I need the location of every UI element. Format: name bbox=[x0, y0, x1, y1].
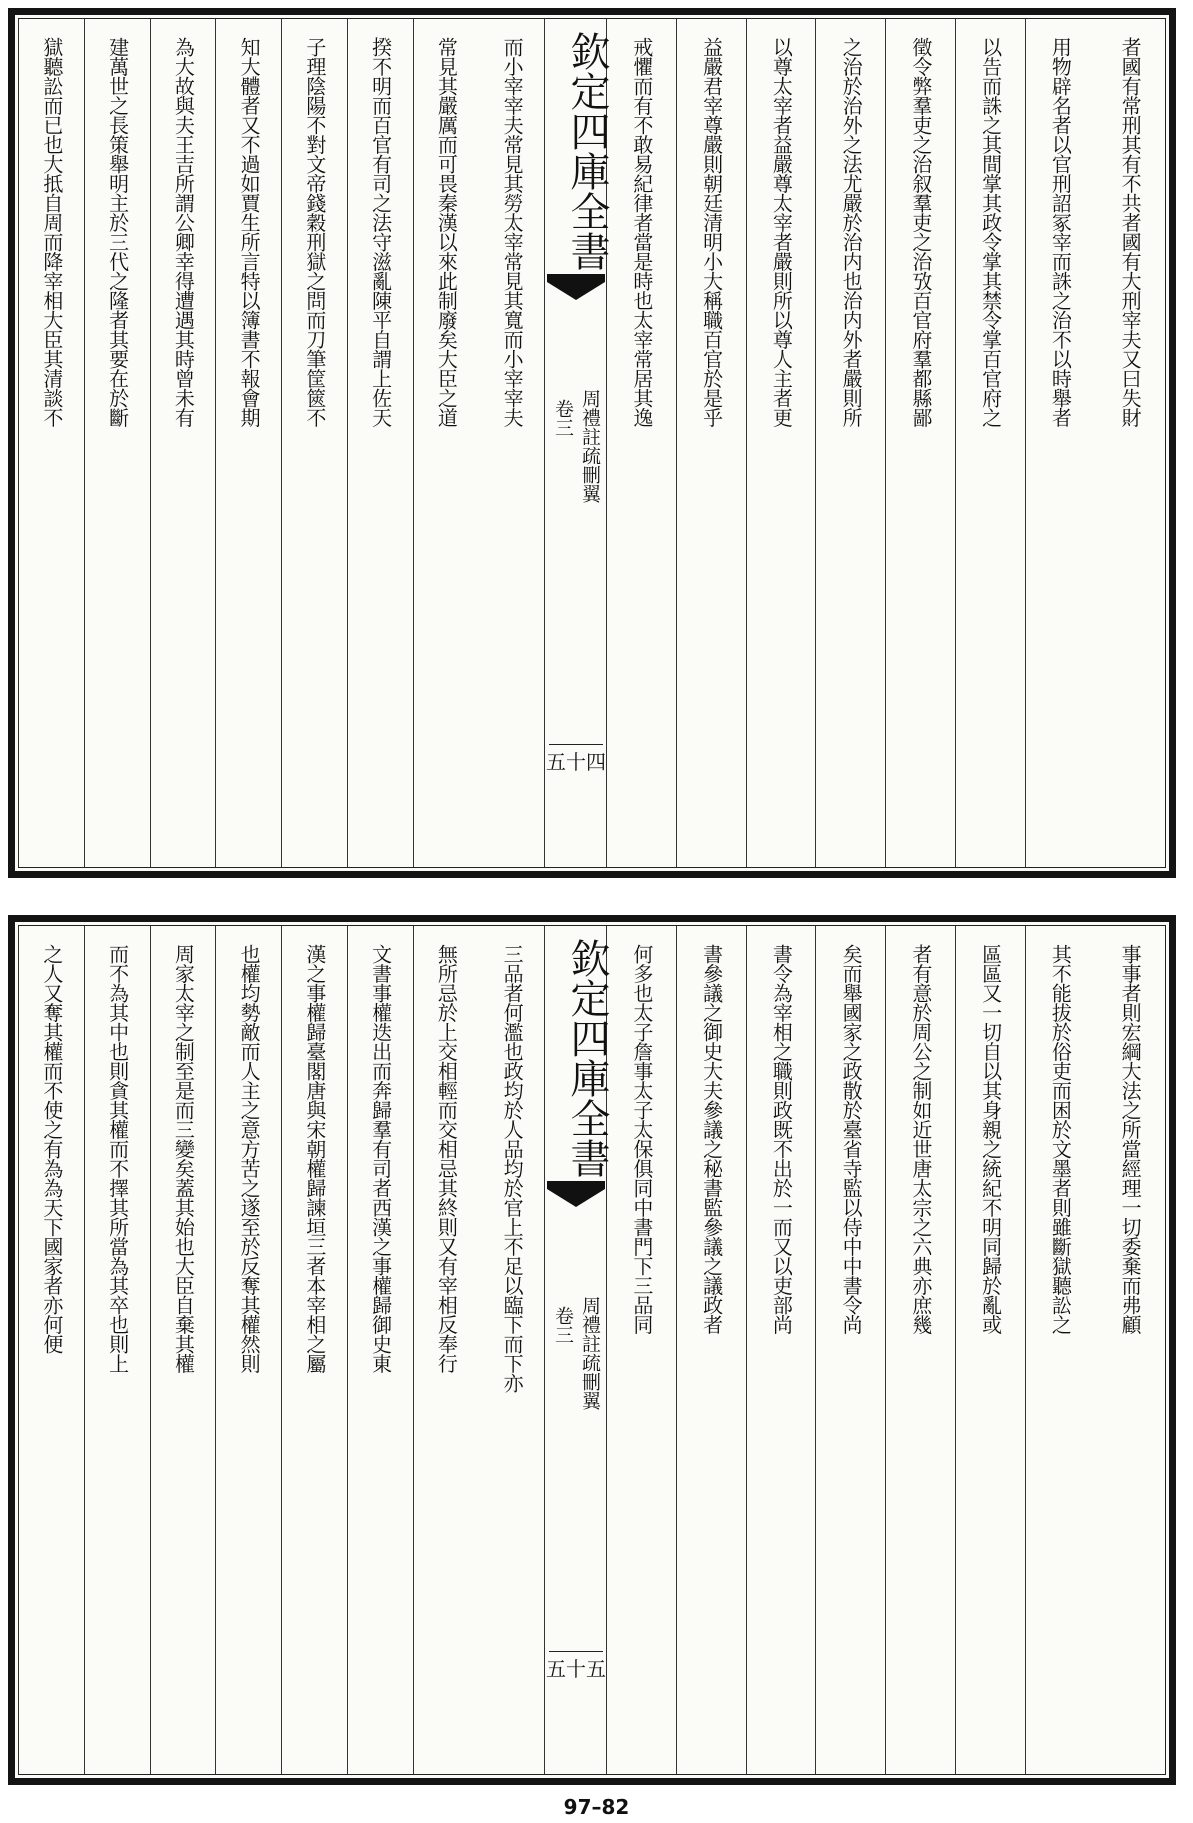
top-left-column bbox=[347, 19, 414, 867]
top-header-title: 欽定四庫全書 bbox=[564, 31, 610, 271]
top-left-column bbox=[215, 19, 282, 867]
bottom-left-column bbox=[150, 926, 217, 1774]
bottom-page-frame bbox=[18, 925, 1166, 1775]
top-left-column bbox=[413, 19, 480, 867]
bottom-left-column-text: 也權均勢敵而人主之意方苦之遂至於反奪其權然則 bbox=[237, 944, 262, 1373]
bottom-left-column-text: 三品者何濫也政均於人品均於官上不足以臨下而下亦 bbox=[500, 944, 525, 1393]
top-volume: 卷三 bbox=[552, 399, 574, 437]
bottom-left-column-text: 漢之事權歸臺閣唐與宋朝權歸諫垣三者本宰相之屬 bbox=[302, 944, 327, 1373]
top-right-column bbox=[746, 19, 817, 867]
top-left-column-text: 為大故與夫王吉所謂公卿幸得遭遇其時曾未有 bbox=[171, 37, 196, 427]
bottom-right-column bbox=[606, 926, 677, 1774]
bottom-left-columns bbox=[19, 926, 545, 1774]
bottom-left-column bbox=[413, 926, 480, 1774]
bottom-left-column bbox=[18, 926, 85, 1774]
bottom-page bbox=[8, 915, 1176, 1785]
top-right-column-text: 者國有常刑其有不共者國有大刑宰夫又曰失財 bbox=[1118, 37, 1143, 427]
top-left-column-text: 常見其嚴厲而可畏秦漢以來此制廢矣大臣之道 bbox=[434, 37, 459, 427]
top-page bbox=[8, 8, 1176, 878]
bottom-right-column bbox=[676, 926, 747, 1774]
top-left-columns bbox=[19, 19, 545, 867]
bottom-right-column-text: 其不能拔於俗吏而困於文墨者則雖斷獄聽訟之 bbox=[1048, 944, 1073, 1334]
top-right-column bbox=[606, 19, 677, 867]
bottom-fold-rule bbox=[549, 1651, 603, 1653]
bottom-right-column-text: 事事者則宏綱大法之所當經理一切委棄而弗顧 bbox=[1118, 944, 1143, 1334]
top-fold-column bbox=[544, 19, 610, 867]
top-left-column bbox=[150, 19, 217, 867]
top-page-frame bbox=[18, 18, 1166, 868]
footer-page-label: 97–82 bbox=[563, 1795, 630, 1819]
bottom-left-column bbox=[479, 926, 545, 1774]
top-left-column-text: 獄聽訟而已也大抵自周而降宰相大臣其清談不 bbox=[39, 37, 64, 427]
top-page-number: 五十四 bbox=[546, 750, 606, 774]
top-book-title: 周禮註疏刪翼 bbox=[579, 389, 601, 503]
bottom-right-column-text: 者有意於周公之制如近世唐太宗之六典亦庶幾 bbox=[908, 944, 933, 1334]
top-left-column-text: 知大體者又不過如賈生所言特以簿書不報會期 bbox=[237, 37, 262, 427]
top-right-column-text: 戒懼而有不敢易紀律者當是時也太宰常居其逸 bbox=[629, 37, 654, 427]
bottom-left-column bbox=[281, 926, 348, 1774]
bottom-book-title: 周禮註疏刪翼 bbox=[579, 1296, 601, 1410]
top-left-column-text: 而小宰宰夫常見其勞太宰常見其寬而小宰宰夫 bbox=[500, 37, 525, 427]
bottom-left-column-text: 文書事權迭出而奔歸羣有司者西漢之事權歸御史東 bbox=[368, 944, 393, 1373]
bottom-right-column bbox=[885, 926, 956, 1774]
bottom-right-column bbox=[1025, 926, 1096, 1774]
bottom-right-column bbox=[815, 926, 886, 1774]
top-fishtail-ornament bbox=[547, 274, 605, 300]
top-left-column bbox=[281, 19, 348, 867]
bottom-left-column-text: 而不為其中也則貪其權而不擇其所當為其卒也則上 bbox=[105, 944, 130, 1373]
bottom-right-columns bbox=[607, 926, 1165, 1774]
top-left-column bbox=[18, 19, 85, 867]
top-left-column-text: 建萬世之長策舉明主於三代之隆者其要在於斷 bbox=[105, 37, 130, 427]
top-right-column-text: 用物辟名者以官刑詔冢宰而誅之治不以時舉者 bbox=[1048, 37, 1073, 427]
bottom-header-title: 欽定四庫全書 bbox=[564, 938, 610, 1178]
bottom-right-column-text: 矣而舉國家之政散於臺省寺監以侍中中書令尚 bbox=[839, 944, 864, 1334]
top-right-column-text: 以尊太宰者益嚴尊太宰者嚴則所以尊人主者更 bbox=[769, 37, 794, 427]
top-right-column-text: 益嚴君宰尊嚴則朝廷清明小大稱職百官於是乎 bbox=[699, 37, 724, 427]
bottom-fold-column bbox=[544, 926, 610, 1774]
bottom-right-column-text: 書令為宰相之職則政既不出於一而又以吏部尚 bbox=[769, 944, 794, 1334]
bottom-left-column bbox=[84, 926, 151, 1774]
bottom-page-number: 五十五 bbox=[546, 1657, 606, 1681]
bottom-fishtail-ornament bbox=[547, 1181, 605, 1207]
top-fold-rule bbox=[549, 744, 603, 746]
bottom-left-column-text: 無所忌於上交相輕而交相忌其終則又有宰相反奉行 bbox=[434, 944, 459, 1373]
bottom-right-column-text: 書參議之御史大夫參議之秘書監參議之議政者 bbox=[699, 944, 724, 1334]
bottom-left-column bbox=[215, 926, 282, 1774]
top-right-column bbox=[1095, 19, 1165, 867]
bottom-right-column bbox=[746, 926, 817, 1774]
bottom-right-column-text: 區區又一切自以其身親之統紀不明同歸於亂或 bbox=[978, 944, 1003, 1334]
bottom-left-column-text: 之人又奪其權而不使之有為為天下國家者亦何便 bbox=[39, 944, 64, 1354]
top-right-columns bbox=[607, 19, 1165, 867]
top-right-column-text: 徵令弊羣吏之治叙羣吏之治攷百官府羣都縣鄙 bbox=[908, 37, 933, 427]
top-right-column-text: 之治於治外之法尤嚴於治内也治内外者嚴則所 bbox=[839, 37, 864, 427]
top-left-column bbox=[84, 19, 151, 867]
top-right-column bbox=[676, 19, 747, 867]
bottom-left-column bbox=[347, 926, 414, 1774]
bottom-left-column-text: 周家太宰之制至是而三變矣蓋其始也大臣自棄其權 bbox=[171, 944, 196, 1373]
top-left-column bbox=[479, 19, 545, 867]
top-right-column bbox=[815, 19, 886, 867]
top-right-column-text: 以告而誅之其間掌其政令掌其禁令掌百官府之 bbox=[978, 37, 1003, 427]
top-right-column bbox=[955, 19, 1026, 867]
top-left-column-text: 揆不明而百官有司之法守滋亂陳平自謂上佐天 bbox=[368, 37, 393, 427]
bottom-volume: 卷三 bbox=[552, 1306, 574, 1344]
top-left-column-text: 子理陰陽不對文帝錢穀刑獄之問而刀筆筐篋不 bbox=[302, 37, 327, 427]
top-right-column bbox=[885, 19, 956, 867]
top-right-column bbox=[1025, 19, 1096, 867]
bottom-right-column bbox=[1095, 926, 1165, 1774]
bottom-right-column-text: 何多也太子詹事太子太保俱同中書門下三品同 bbox=[629, 944, 654, 1334]
bottom-right-column bbox=[955, 926, 1026, 1774]
